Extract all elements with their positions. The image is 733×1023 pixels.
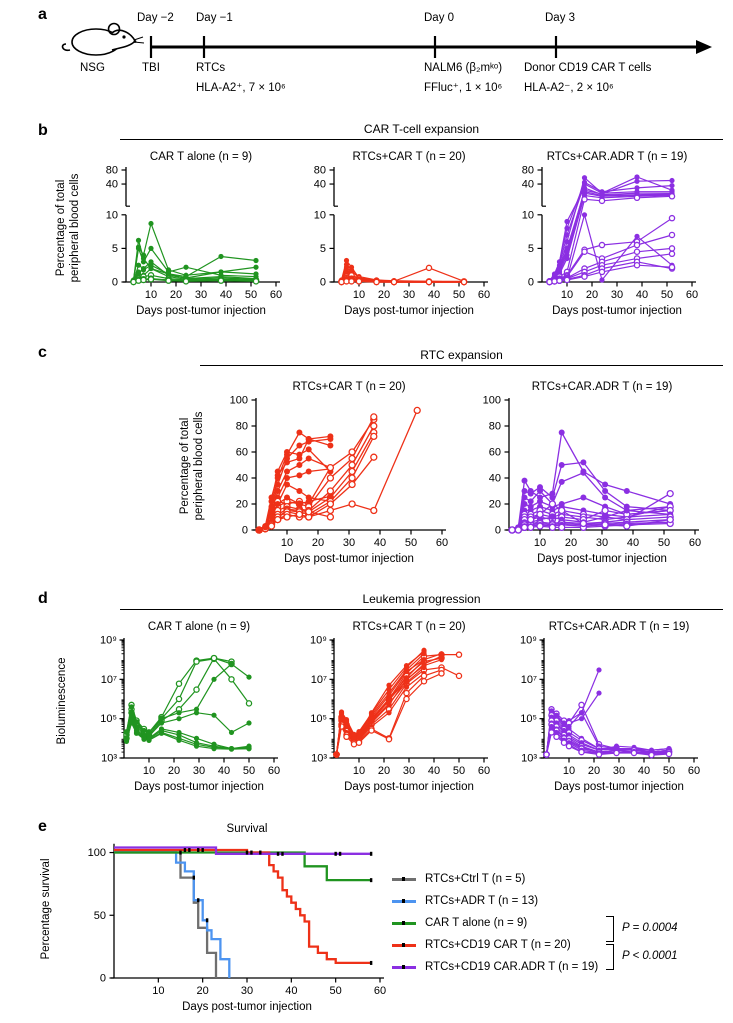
section-title-leukemia-progression: Leukemia progression xyxy=(120,592,723,610)
y-axis-label-c: Percentage of total peripheral blood cells xyxy=(179,412,205,521)
y-axis-label-d: Bioluminescence xyxy=(56,657,69,745)
legend-marker-green xyxy=(392,922,416,925)
svg-text:60: 60 xyxy=(477,289,491,301)
arrowhead-icon xyxy=(696,40,712,54)
svg-text:40: 40 xyxy=(637,765,651,777)
svg-text:RTCs+CAR T (n = 20): RTCs+CAR T (n = 20) xyxy=(352,621,466,633)
svg-text:40: 40 xyxy=(313,178,326,191)
svg-text:40: 40 xyxy=(285,985,298,997)
mouse-icon xyxy=(63,24,144,56)
event-nalm6: NALM6 (β₂mᵏᵒ) xyxy=(424,62,503,74)
svg-text:80: 80 xyxy=(235,420,248,433)
chart-rtcs-car-t-rtc-expansion xyxy=(214,378,459,579)
svg-text:10⁹: 10⁹ xyxy=(520,634,537,647)
svg-text:30: 30 xyxy=(402,289,416,301)
svg-text:0: 0 xyxy=(494,524,501,537)
svg-text:40: 40 xyxy=(427,765,441,777)
timeline-graphic xyxy=(0,0,733,118)
c1-plot xyxy=(214,378,459,574)
panel-e xyxy=(0,816,733,1023)
svg-text:40: 40 xyxy=(635,289,649,301)
svg-text:20: 20 xyxy=(169,289,183,301)
survival-legend xyxy=(392,868,598,978)
legend-marker-blue xyxy=(392,900,416,903)
svg-text:10: 10 xyxy=(562,765,576,777)
svg-text:50: 50 xyxy=(452,289,466,301)
svg-text:5: 5 xyxy=(319,242,326,255)
svg-text:10⁷: 10⁷ xyxy=(310,673,327,686)
svg-text:10⁹: 10⁹ xyxy=(310,634,327,647)
svg-text:80: 80 xyxy=(488,420,501,433)
svg-text:100: 100 xyxy=(482,394,501,407)
svg-text:20: 20 xyxy=(587,765,601,777)
svg-text:60: 60 xyxy=(269,289,283,301)
svg-text:20: 20 xyxy=(488,498,501,511)
chart-rtcs-car-adr-t-rtc-expansion xyxy=(467,378,712,579)
svg-text:Days post-tumor injection: Days post-tumor injection xyxy=(284,553,414,565)
svg-text:10: 10 xyxy=(533,537,547,549)
d1-plot xyxy=(84,618,286,802)
timeline-day-3: Day 3 xyxy=(545,12,576,24)
svg-text:30: 30 xyxy=(240,985,254,997)
svg-text:Days post-tumor injection: Days post-tumor injection xyxy=(134,781,264,793)
legend-label: RTCs+ADR T (n = 13) xyxy=(425,895,539,907)
svg-text:10: 10 xyxy=(313,209,326,222)
event-rtcs-dose: HLA-A2⁺, 7 × 10⁶ xyxy=(196,82,286,94)
chart-rtcs-car-adr-t-expansion xyxy=(506,148,706,329)
svg-text:CAR T alone (n = 9): CAR T alone (n = 9) xyxy=(149,151,253,163)
panel-a xyxy=(0,0,733,118)
svg-text:10⁵: 10⁵ xyxy=(520,713,537,726)
svg-text:0: 0 xyxy=(527,276,534,289)
svg-text:50: 50 xyxy=(404,537,418,549)
svg-text:5: 5 xyxy=(111,242,118,255)
svg-text:10³: 10³ xyxy=(521,752,537,765)
panel-label-b: b xyxy=(38,122,48,139)
svg-text:Days post-tumor injection: Days post-tumor injection xyxy=(182,1001,312,1013)
svg-text:30: 30 xyxy=(612,765,626,777)
svg-text:RTCs+CAR T (n = 20): RTCs+CAR T (n = 20) xyxy=(292,381,406,393)
section-title-car-t-expansion: CAR T-cell expansion xyxy=(120,122,723,140)
svg-text:50: 50 xyxy=(242,765,256,777)
b1-plot xyxy=(90,148,290,324)
svg-text:5: 5 xyxy=(527,242,534,255)
svg-text:80: 80 xyxy=(313,164,326,177)
svg-text:10: 10 xyxy=(560,289,574,301)
svg-text:50: 50 xyxy=(662,765,676,777)
panel-b xyxy=(0,118,733,330)
b3-plot xyxy=(506,148,706,324)
svg-text:20: 20 xyxy=(196,985,209,997)
legend-marker-red xyxy=(392,944,416,947)
svg-text:40: 40 xyxy=(427,289,441,301)
svg-text:20: 20 xyxy=(235,498,248,511)
svg-text:60: 60 xyxy=(685,289,699,301)
y-axis-label-b: Percentage of total peripheral blood cells xyxy=(55,173,81,282)
svg-text:Days post-tumor injection: Days post-tumor injection xyxy=(136,305,266,317)
svg-text:10: 10 xyxy=(142,765,156,777)
panel-label-d: d xyxy=(38,590,48,607)
svg-text:60: 60 xyxy=(477,765,491,777)
event-cart-dose: HLA-A2⁻, 2 × 10⁶ xyxy=(524,82,614,94)
svg-text:10⁹: 10⁹ xyxy=(100,634,117,647)
legend-item-rtcs-adr-t xyxy=(392,890,598,912)
panel-label-c: c xyxy=(38,344,47,361)
svg-text:10: 10 xyxy=(280,537,294,549)
svg-text:RTCs+CAR.ADR T (n = 19): RTCs+CAR.ADR T (n = 19) xyxy=(531,381,673,393)
svg-text:40: 40 xyxy=(373,537,387,549)
svg-text:10: 10 xyxy=(352,289,366,301)
svg-text:20: 20 xyxy=(564,537,578,549)
legend-label: RTCs+CD19 CAR T (n = 20) xyxy=(425,939,571,951)
svg-text:Days post-tumor injection: Days post-tumor injection xyxy=(344,305,474,317)
legend-label: CAR T alone (n = 9) xyxy=(425,917,528,929)
svg-text:40: 40 xyxy=(105,178,118,191)
svg-text:20: 20 xyxy=(585,289,599,301)
chart-survival xyxy=(68,820,398,1023)
chart-rtcs-car-adr-t-leukemia xyxy=(504,618,706,807)
svg-text:100: 100 xyxy=(87,847,106,860)
svg-text:80: 80 xyxy=(521,164,534,177)
svg-text:Days post-tumor injection: Days post-tumor injection xyxy=(537,553,667,565)
svg-text:Survival: Survival xyxy=(226,823,268,835)
svg-text:CAR T alone (n = 9): CAR T alone (n = 9) xyxy=(147,621,251,633)
timeline-day-0: Day 0 xyxy=(424,12,455,24)
panel-d xyxy=(0,588,733,816)
svg-text:60: 60 xyxy=(435,537,449,549)
panel-c xyxy=(0,330,733,588)
event-nalm6-dose: FFluc⁺, 1 × 10⁶ xyxy=(424,82,503,94)
legend-item-car-t-alone xyxy=(392,912,598,934)
svg-text:50: 50 xyxy=(329,985,342,997)
svg-text:0: 0 xyxy=(319,276,326,289)
svg-text:20: 20 xyxy=(377,289,391,301)
svg-text:50: 50 xyxy=(244,289,258,301)
svg-text:50: 50 xyxy=(660,289,674,301)
b2-plot xyxy=(298,148,498,324)
svg-text:10: 10 xyxy=(144,289,158,301)
svg-text:40: 40 xyxy=(521,178,534,191)
svg-text:40: 40 xyxy=(217,765,231,777)
svg-text:RTCs+CAR.ADR T (n = 19): RTCs+CAR.ADR T (n = 19) xyxy=(546,151,688,163)
svg-text:30: 30 xyxy=(610,289,624,301)
svg-text:0: 0 xyxy=(99,972,106,985)
svg-text:10: 10 xyxy=(152,985,165,997)
svg-text:10⁵: 10⁵ xyxy=(310,713,327,726)
panel-label-a: a xyxy=(38,6,47,23)
c2-plot xyxy=(467,378,712,574)
event-rtcs: RTCs xyxy=(196,62,226,74)
svg-text:RTCs+CAR.ADR T (n = 19): RTCs+CAR.ADR T (n = 19) xyxy=(548,621,690,633)
svg-text:20: 20 xyxy=(311,537,325,549)
legend-marker-gray xyxy=(392,878,416,881)
svg-text:30: 30 xyxy=(595,537,609,549)
legend-label: RTCs+CD19 CAR.ADR T (n = 19) xyxy=(425,961,599,973)
svg-text:Days post-tumor injection: Days post-tumor injection xyxy=(552,305,682,317)
y-axis-label-e: Percentage survival xyxy=(40,858,53,960)
svg-text:Days post-tumor injection: Days post-tumor injection xyxy=(554,781,684,793)
svg-text:RTCs+CAR T (n = 20): RTCs+CAR T (n = 20) xyxy=(352,151,466,163)
svg-text:30: 30 xyxy=(402,765,416,777)
svg-text:0: 0 xyxy=(111,276,118,289)
svg-text:10³: 10³ xyxy=(101,752,117,765)
legend-label: RTCs+Ctrl T (n = 5) xyxy=(425,873,526,885)
svg-text:30: 30 xyxy=(192,765,206,777)
event-cart: Donor CD19 CAR T cells xyxy=(524,62,652,74)
legend-item-rtcs-ctrl-t xyxy=(392,868,598,890)
panel-label-e: e xyxy=(38,818,47,835)
svg-text:60: 60 xyxy=(267,765,281,777)
p-value-2: P < 0.0001 xyxy=(622,950,678,962)
chart-car-t-alone-leukemia xyxy=(84,618,286,807)
svg-text:40: 40 xyxy=(488,472,501,485)
svg-text:100: 100 xyxy=(229,394,248,407)
svg-text:10: 10 xyxy=(521,209,534,222)
svg-text:80: 80 xyxy=(105,164,118,177)
svg-text:10: 10 xyxy=(105,209,118,222)
svg-text:30: 30 xyxy=(342,537,356,549)
svg-text:10⁵: 10⁵ xyxy=(100,713,117,726)
legend-marker-purple xyxy=(392,966,416,969)
svg-text:60: 60 xyxy=(687,765,701,777)
svg-text:50: 50 xyxy=(452,765,466,777)
chart-car-t-alone-expansion xyxy=(90,148,290,329)
legend-item-rtcs-cd19-car-adr-t xyxy=(392,956,598,978)
svg-text:40: 40 xyxy=(626,537,640,549)
svg-text:30: 30 xyxy=(194,289,208,301)
legend-item-rtcs-cd19-car-t xyxy=(392,934,598,956)
timeline-axis xyxy=(150,36,712,58)
svg-text:40: 40 xyxy=(235,472,248,485)
svg-text:10⁷: 10⁷ xyxy=(520,673,537,686)
svg-text:40: 40 xyxy=(219,289,233,301)
p-value-bracket-1 xyxy=(606,916,614,942)
svg-text:20: 20 xyxy=(377,765,391,777)
p-value-1: P = 0.0004 xyxy=(622,922,678,934)
svg-text:50: 50 xyxy=(657,537,671,549)
svg-text:10³: 10³ xyxy=(311,752,327,765)
p-value-bracket-2 xyxy=(606,944,614,970)
svg-text:10: 10 xyxy=(352,765,366,777)
svg-text:0: 0 xyxy=(241,524,248,537)
e1-plot xyxy=(68,820,398,1018)
svg-text:60: 60 xyxy=(373,985,387,997)
svg-text:60: 60 xyxy=(235,446,248,459)
timeline-day-minus1: Day −1 xyxy=(196,12,233,24)
event-tbi: TBI xyxy=(142,62,160,74)
svg-text:20: 20 xyxy=(167,765,181,777)
mouse-strain-label: NSG xyxy=(80,62,105,74)
chart-rtcs-car-t-expansion xyxy=(298,148,498,329)
svg-text:Days post-tumor injection: Days post-tumor injection xyxy=(344,781,474,793)
svg-text:60: 60 xyxy=(688,537,702,549)
svg-text:50: 50 xyxy=(93,909,106,922)
d2-plot xyxy=(294,618,496,802)
d3-plot xyxy=(504,618,706,802)
section-title-rtc-expansion: RTC expansion xyxy=(200,348,723,366)
svg-text:10⁷: 10⁷ xyxy=(100,673,117,686)
svg-text:60: 60 xyxy=(488,446,501,459)
chart-rtcs-car-t-leukemia xyxy=(294,618,496,807)
timeline-day-minus2: Day −2 xyxy=(137,12,174,24)
